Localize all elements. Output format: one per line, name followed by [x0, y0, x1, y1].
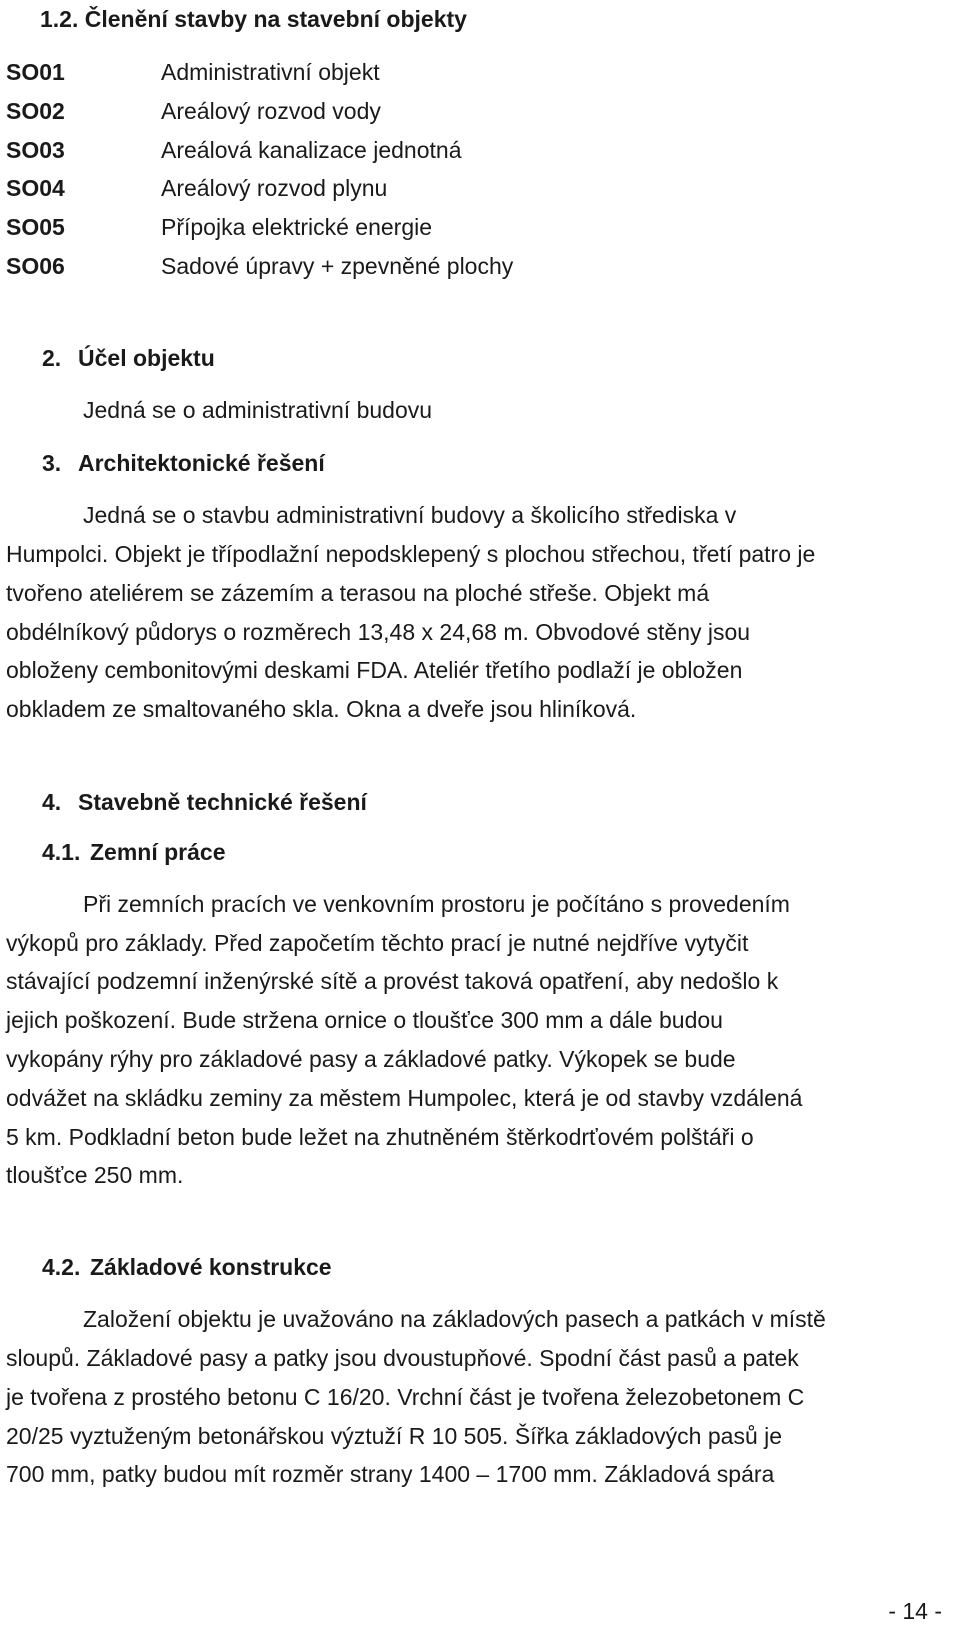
paragraph-line: Při zemních pracích ve venkovním prostoru je počítáno s provedením: [83, 891, 790, 917]
paragraph-line: 5 km. Podkladní beton bude ležet na zhutněném štěrkodrťovém polštáři o: [6, 1124, 754, 1150]
paragraph-line: odvážet na skládku zeminy za městem Humpolec, která je od stavby vzdálená: [6, 1085, 803, 1111]
paragraph-line: sloupů. Základové pasy a patky jsou dvoustupňové. Spodní část pasů a patek: [6, 1345, 799, 1371]
object-name: Administrativní objekt: [161, 59, 380, 85]
paragraph-line: stávající podzemní inženýrské sítě a provést taková opatření, aby nedošlo k: [6, 968, 779, 994]
paragraph-line: Založení objektu je uvažováno na základových pasech a patkách v místě: [83, 1306, 826, 1332]
paragraph-line: Jedná se o administrativní budovu: [83, 397, 433, 423]
paragraph-line: tloušťce 250 mm.: [6, 1162, 184, 1188]
section-title: Stavebně technické řešení: [78, 789, 367, 815]
section-4-2-heading: [42, 1254, 332, 1281]
object-name: Areálový rozvod vody: [161, 98, 381, 124]
section-number: 2.: [42, 345, 62, 371]
section-number: 4.: [42, 789, 62, 815]
section-1-2-heading: [40, 6, 467, 33]
paragraph-line: obkladem ze smaltovaného skla. Okna a dveře jsou hliníková.: [6, 696, 637, 722]
paragraph-line: Jedná se o stavbu administrativní budovy a školicího střediska v: [83, 502, 737, 528]
paragraph-line: tvořeno ateliérem se zázemím a terasou na ploché střeše. Objekt má: [6, 580, 710, 606]
object-code: SO05: [6, 214, 65, 240]
object-name: Přípojka elektrické energie: [161, 214, 433, 240]
section-title: Účel objektu: [78, 345, 215, 371]
object-code: SO04: [6, 175, 65, 201]
object-code: SO01: [6, 59, 65, 85]
section-title: Architektonické řešení: [78, 450, 325, 476]
paragraph-line: je tvořena z prostého betonu C 16/20. Vrchní část je tvořena železobetonem C: [6, 1384, 805, 1410]
section-number: 4.2.: [42, 1254, 81, 1280]
paragraph-line: výkopů pro základy. Před započetím těchto prací je nutné nejdříve vytyčit: [6, 930, 749, 956]
section-number: 4.1.: [42, 839, 81, 865]
section-number: 3.: [42, 450, 62, 476]
object-code: SO06: [6, 253, 65, 279]
paragraph-line: 700 mm, patky budou mít rozměr strany 1400 – 1700 mm. Základová spára: [6, 1461, 775, 1487]
section-3-heading: [42, 450, 325, 477]
section-4-heading: [42, 789, 367, 816]
section-title: Zemní práce: [90, 839, 226, 865]
object-name: Areálový rozvod plynu: [161, 175, 388, 201]
paragraph-line: obdélníkový půdorys o rozměrech 13,48 x 24,68 m. Obvodové stěny jsou: [6, 619, 751, 645]
paragraph-line: jejich poškození. Bude stržena ornice o tloušťce 300 mm a dále budou: [6, 1007, 723, 1033]
page-number: - 14 -: [888, 1598, 942, 1624]
section-title: Členění stavby na stavební objekty: [84, 6, 467, 32]
section-number: 1.2.: [40, 6, 79, 32]
paragraph-line: Humpolci. Objekt je třípodlažní nepodsklepený s plochou střechou, třetí patro je: [6, 541, 816, 567]
paragraph-line: obloženy cembonitovými deskami FDA. Ateliér třetího podlaží je obložen: [6, 657, 743, 683]
object-code: SO02: [6, 98, 65, 124]
paragraph-line: vykopány rýhy pro základové pasy a základové patky. Výkopek se bude: [6, 1046, 736, 1072]
object-name: Areálová kanalizace jednotná: [161, 137, 462, 163]
object-code: SO03: [6, 137, 65, 163]
section-title: Základové konstrukce: [90, 1254, 332, 1280]
section-4-1-heading: [42, 839, 226, 866]
object-name: Sadové úpravy + zpevněné plochy: [161, 253, 514, 279]
paragraph-line: 20/25 vyztuženým betonářskou výztuží R 10 505. Šířka základových pasů je: [6, 1423, 783, 1449]
section-2-heading: [42, 345, 215, 372]
